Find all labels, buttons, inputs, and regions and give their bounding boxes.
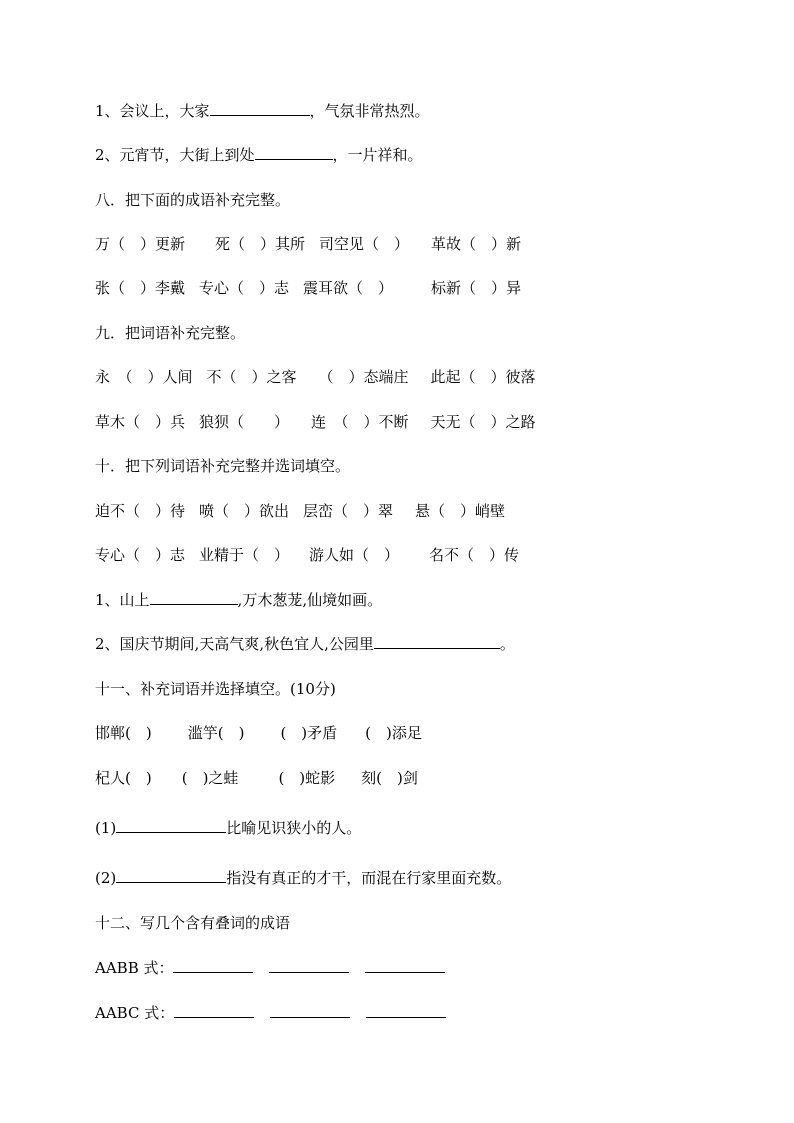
sentence-text: 2、国庆节期间,天高气爽,秋色宜人,公园里	[95, 635, 374, 653]
idiom-item: 悬（ ）峭壁	[415, 502, 506, 520]
idiom-item: 狼狈（ ）	[199, 413, 290, 431]
answer-blank[interactable]	[150, 590, 238, 605]
idiom-row	[95, 234, 521, 254]
idiom-row	[95, 501, 505, 521]
idiom-item: ( )蛇影	[278, 769, 336, 787]
answer-blank[interactable]	[255, 145, 333, 160]
idiom-item: ( )矛盾	[280, 724, 338, 742]
section-heading-9: 九．把词语补充完整。	[95, 324, 246, 342]
idiom-item: 迫不（ ）待	[95, 502, 186, 520]
idiom-item: 业精于（ ）	[199, 546, 290, 564]
aabc-row	[95, 1003, 446, 1023]
answer-blank[interactable]	[116, 868, 226, 883]
idiom-row	[95, 278, 521, 298]
answer-blank[interactable]	[366, 1003, 446, 1018]
answer-blank[interactable]	[116, 818, 226, 833]
aabb-row	[95, 958, 445, 978]
idiom-item: 邯郸( )	[95, 724, 152, 742]
idiom-row	[95, 545, 519, 565]
sentence-text: (2)	[95, 869, 117, 887]
idiom-item: 连 （ ）不断	[311, 413, 409, 431]
idiom-item: 司空见（ ）	[319, 235, 410, 253]
sentence-text: (1)	[95, 819, 117, 837]
idiom-item: 死（ ）其所	[215, 235, 306, 253]
idiom-item: （ ）态端庄	[318, 368, 409, 386]
pattern-label: AABB 式：	[95, 959, 174, 977]
section-heading-12: 十二、写几个含有叠词的成语	[95, 914, 291, 932]
idiom-item: 革故（ ）新	[431, 235, 522, 253]
sentence-text: 。	[499, 635, 515, 653]
answer-blank[interactable]	[210, 101, 310, 116]
idiom-row	[95, 367, 536, 387]
idiom-item: ( )之蛙	[181, 769, 239, 787]
idiom-item: 天无（ ）之路	[430, 413, 536, 431]
idiom-item: 标新（ ）异	[431, 279, 522, 297]
idiom-item: 喷（ ）欲出	[199, 502, 290, 520]
sentence-text: 2、元宵节，大街上到处	[95, 146, 255, 164]
sentence-text: 1、山上	[95, 591, 150, 609]
idiom-item: 永 （ ）人间	[95, 368, 193, 386]
fill-sentence-5	[95, 818, 361, 838]
sentence-text: 指没有真正的才干，而混在行家里面充数。	[226, 869, 512, 887]
answer-blank[interactable]	[269, 958, 349, 973]
idiom-item: ( )添足	[365, 724, 422, 742]
idiom-item: 名不（ ）传	[429, 546, 520, 564]
idiom-item: 万（ ）更新	[95, 235, 186, 253]
answer-blank[interactable]	[173, 958, 253, 973]
idiom-item: 专心（ ）志	[95, 546, 186, 564]
pattern-label: AABC 式：	[95, 1004, 175, 1022]
section-heading-11: 十一、补充词语并选择填空。(10分)	[95, 680, 336, 698]
fill-sentence-6	[95, 868, 511, 888]
section-heading-8: 八．把下面的成语补充完整。	[95, 191, 291, 209]
idiom-item: 张（ ）李戴	[95, 279, 186, 297]
answer-blank[interactable]	[174, 1003, 254, 1018]
idiom-row	[95, 723, 422, 743]
idiom-item: 滥竽( )	[187, 724, 245, 742]
fill-sentence-2	[95, 145, 423, 165]
sentence-text: 1、会议上，大家	[95, 102, 210, 120]
idiom-item: 此起（ ）彼落	[430, 368, 536, 386]
idiom-item: 游人如（ ）	[309, 546, 400, 564]
fill-sentence-1	[95, 101, 430, 121]
fill-sentence-4	[95, 634, 515, 654]
sentence-text: ，一片祥和。	[332, 146, 423, 164]
idiom-item: 草木（ ）兵	[95, 413, 186, 431]
section-heading-10: 十．把下列词语补充完整并选词填空。	[95, 457, 351, 475]
idiom-item: 刻( )剑	[361, 769, 418, 787]
idiom-item: 专心（ ）志	[199, 279, 290, 297]
idiom-item: 震耳欲（ ）	[303, 279, 394, 297]
answer-blank[interactable]	[374, 634, 500, 649]
sentence-text: 比喻见识狭小的人。	[226, 819, 362, 837]
answer-blank[interactable]	[270, 1003, 350, 1018]
idiom-item: 杞人( )	[95, 769, 152, 787]
idiom-item: 不（ ）之客	[206, 368, 297, 386]
answer-blank[interactable]	[365, 958, 445, 973]
idiom-row	[95, 412, 536, 432]
idiom-row	[95, 768, 418, 788]
sentence-text: ,万木葱茏,仙境如画。	[237, 591, 383, 609]
sentence-text: ，气氛非常热烈。	[309, 102, 430, 120]
idiom-item: 层峦（ ）翠	[303, 502, 394, 520]
fill-sentence-3	[95, 590, 382, 610]
